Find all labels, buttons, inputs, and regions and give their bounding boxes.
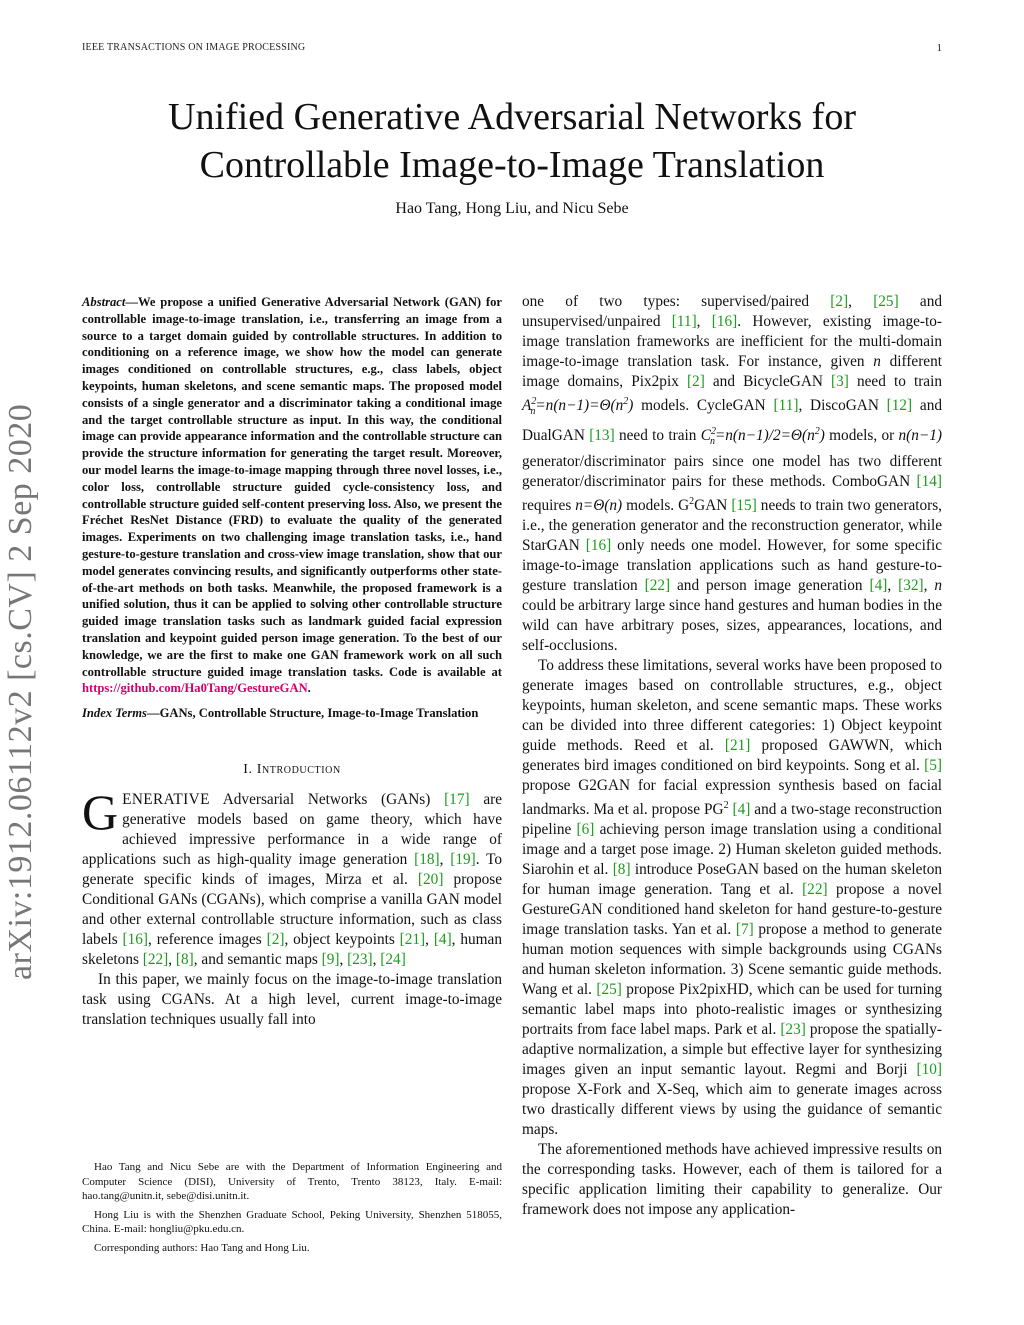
superscript: 2 bbox=[723, 800, 729, 812]
title-line-2: Controllable Image-to-Image Translation bbox=[199, 144, 825, 186]
math-var: n bbox=[873, 353, 881, 370]
right-paragraph-2 bbox=[522, 656, 942, 1140]
superscript: 2 bbox=[689, 496, 695, 508]
citation[interactable]: [4] bbox=[433, 930, 452, 948]
math-sup: 2 bbox=[814, 426, 820, 438]
text-seg: and a two-stage reconstruction pipeline bbox=[522, 801, 942, 839]
math-var: n(n−1) bbox=[898, 427, 942, 445]
math-sup: 2 bbox=[623, 396, 629, 407]
section-number: I. bbox=[243, 761, 253, 777]
citation[interactable]: [5] bbox=[924, 757, 942, 775]
text-seg: , bbox=[848, 293, 874, 310]
right-paragraph-3: The aforementioned methods have achieved impressive results on the corresponding tasks. However, each of them is tailored for a specific application limiting their capability to generalize. Our framework does not impose any application- bbox=[522, 1141, 942, 1219]
arxiv-stamp-text: arXiv:1912.06112v2 [cs.CV] 2 Sep 2020 bbox=[2, 403, 39, 980]
text-seg: , object keypoints bbox=[284, 930, 400, 948]
arxiv-stamp bbox=[2, 403, 39, 980]
math-sub: n bbox=[530, 406, 536, 418]
citation[interactable]: [22] bbox=[142, 950, 169, 968]
citation[interactable]: [4] bbox=[732, 801, 751, 819]
text-seg: different image domains, Pix2pix bbox=[522, 353, 942, 390]
text-seg: models. CycleGAN bbox=[633, 397, 774, 415]
text-seg: propose Conditional GANs (CGANs), which comprise a vanilla GAN model and other external controllable structure information, such as class labels bbox=[82, 870, 502, 948]
citation[interactable]: [2] bbox=[266, 930, 285, 948]
text-seg: propose a novel GestureGAN conditioned hand skeleton for hand gesture-to-gesture image translation tasks. Yan et al. bbox=[522, 881, 943, 939]
text-seg: propose a method to generate human motion sequences with simple backgrounds using CGANs and human skeleton information. 3) Scene semantic guide methods. Wang et al. bbox=[522, 921, 942, 999]
math-var: ) bbox=[819, 427, 825, 445]
citation[interactable]: [16] bbox=[585, 537, 612, 555]
index-terms: Index Terms—GANs, Controllable Structure, Image-to-Image Translation bbox=[82, 706, 479, 721]
citation[interactable]: [7] bbox=[735, 921, 754, 939]
text-seg: , bbox=[372, 950, 381, 968]
text-seg: propose the spatially-adaptive normalization, a simple but effective layer for synthesizing images given an input semantic layout. Regmi and Borji bbox=[522, 1021, 943, 1079]
text-seg: , bbox=[923, 577, 935, 595]
abstract-label: Abstract bbox=[82, 295, 126, 309]
math-var: A bbox=[522, 397, 532, 415]
text-seg: , bbox=[887, 577, 899, 595]
text-seg: , DiscoGAN bbox=[798, 397, 887, 415]
text-seg: , bbox=[339, 950, 348, 968]
author-list: Hao Tang, Hong Liu, and Nicu Sebe bbox=[395, 200, 629, 217]
section-title: Introduction bbox=[256, 761, 341, 777]
text-seg: requires bbox=[522, 497, 576, 515]
intro-paragraph-2: In this paper, we mainly focus on the image-to-image translation task using CGANs. At a high level, current image-to-image translation techniques usually fall into bbox=[82, 970, 502, 1028]
text-seg: are generative models based on game theory, which have achieved impressive performance in a wide range of applications such as high-quality image generation bbox=[82, 790, 502, 868]
text-seg: need to train bbox=[614, 427, 701, 445]
text-seg: , bbox=[696, 313, 712, 330]
math-expression bbox=[700, 426, 825, 448]
citation[interactable]: [13] bbox=[589, 427, 615, 445]
title-line-1: Unified Generative Adversarial Networks for bbox=[168, 96, 856, 138]
math-var: C bbox=[700, 427, 711, 445]
text-seg: one of two types: supervised/paired bbox=[522, 293, 831, 310]
text-seg: and BicycleGAN bbox=[704, 373, 832, 390]
citation[interactable]: [23] bbox=[780, 1021, 806, 1039]
citation[interactable]: [14] bbox=[916, 473, 942, 491]
running-head: IEEE TRANSACTIONS ON IMAGE PROCESSING bbox=[82, 42, 306, 53]
abstract: Abstract—We propose a unified Generative Adversarial Network (GAN) for controllable image-to-image translation, i.e., transferring an image from a source to a target domain guided by controllable structures. In addition to conditioning on a reference image, we show how the model can generate images conditioned on controllable structures, e.g., class labels, object keypoints, human skeletons, and scene semantic maps. The proposed model consists of a single generator and a discriminator taking a conditional image and the target controllable structure as input. In this way, the conditional image can provide appearance information and the controllable structure can provide the structure information for generating the target result. Moreover, our model learns the image-to-image mapping through three novel losses, i.e., color loss, controllable structure guided cycle-consistency loss, and controllable structure guided self-content preserving loss. Also, we present the Fréchet ResNet Distance (FRD) to evaluate the quality of the generated images. Experiments on two challenging image translation tasks, i.e., hand gesture-to-gesture translation and cross-view image translation, show that our model generates convincing results, and significantly outperforms other state-of-the-art methods on both tasks. Meanwhile, the proposed framework is a unified solution, thus it can be applied to solving other controllable structure guided image translation tasks such as landmark guided facial expression translation and keypoint guided person image generation. To the best of our knowledge, we are the first to make one GAN framework work on all such controllable structure guided image translation tasks. Code is available at https://github.com/Ha0Tang/GestureGAN. bbox=[82, 295, 502, 696]
paper-title bbox=[60, 93, 964, 189]
text-seg: , human skeletons bbox=[82, 930, 502, 968]
math-var: =n(n−1)/2=Θ(n bbox=[714, 427, 815, 445]
citation[interactable]: [10] bbox=[916, 1061, 942, 1079]
text-seg: and DualGAN bbox=[522, 397, 942, 445]
math-var: ) bbox=[628, 397, 634, 415]
text-seg: Adversarial Networks (GANs) bbox=[209, 790, 445, 808]
text-seg: generator/discriminator pairs since one model has two different generator/discriminator pairs for these methods. ComboGAN bbox=[522, 453, 942, 491]
citation[interactable]: [12] bbox=[886, 397, 913, 415]
text-seg: . However, existing image-to-image translation frameworks are inefficient for the multi-domain image-to-image translation task. For instance, given bbox=[522, 313, 942, 370]
citation[interactable]: [16] bbox=[711, 313, 738, 330]
abstract-text: We propose a unified Generative Adversarial Network (GAN) for controllable image-to-image translation, i.e., transferring an image from a source to a target domain guided by controllable structures. In addition to conditioning on a reference image, we show how the model can generate images conditioned on controllable structures, e.g., class labels, object keypoints, human skeletons, and scene semantic maps. The proposed model consists of a single generator and a discriminator taking a conditional image and the target controllable structure as input. In this way, the conditional image can provide appearance information and the controllable structure can provide the structure information for generating the target result. Moreover, our model learns the image-to-image mapping through three novel losses, i.e., color loss, controllable structure guided cycle-consistency loss, and controllable structure guided self-content preserving loss. Also, we present the Fréchet ResNet Distance (FRD) to evaluate the quality of the generated images. Experiments on two challenging image translation tasks, i.e., hand gesture-to-gesture translation and cross-view image translation, show that our model generates convincing results, and significantly outperforms other state-of-the-art methods on both tasks. Meanwhile, the proposed framework is a unified solution, thus it can be applied to solving other controllable structure guided image translation tasks such as landmark guided facial expression translation and keypoint guided person image generation. To the best of our knowledge, we are the first to make one GAN framework work on all such controllable structure guided image translation tasks. Code is available at bbox=[82, 295, 502, 679]
citation[interactable]: [15] bbox=[731, 497, 757, 515]
citation[interactable]: [11] bbox=[671, 313, 697, 330]
citation[interactable]: [22] bbox=[644, 577, 671, 595]
citation[interactable]: [9] bbox=[321, 950, 340, 968]
text-seg: models. G bbox=[622, 497, 690, 515]
citation[interactable]: [8] bbox=[175, 950, 194, 968]
footnote-affiliation-1: Hao Tang and Nicu Sebe are with the Department of Information Engineering and Computer Science (DISI), University of Trento, Trento 38123, Italy. E-mail: hao.tang@unitn.it, sebe@disi.unitn.it. bbox=[82, 1161, 502, 1203]
text-seg: propose Pix2pixHD, which can be used for turning semantic label maps into photo-realistic images or synthesizing portraits from face label maps. Park et al. bbox=[522, 981, 942, 1039]
citation[interactable]: [22] bbox=[802, 881, 828, 899]
left-column bbox=[82, 294, 502, 1030]
text-seg: could be arbitrary large since hand gestures and human bodies in the wild can have arbitrary poses, sizes, appearances, locations, and self-occlusions. bbox=[522, 597, 942, 655]
citation[interactable]: [21] bbox=[724, 737, 751, 755]
text-seg: To address these limitations, several works have been proposed to generate images based on controllable structures, e.g., object keypoints, human skeleton, and scene semantic maps. These works can be divided into three different categories: 1) Object keypoint guide methods. Reed et al. bbox=[522, 657, 942, 755]
index-terms-label: Index Terms bbox=[82, 706, 147, 721]
citation[interactable]: [25] bbox=[596, 981, 622, 999]
text-seg: achieving person image translation using a conditional image and a target pose image. 2) Human skeleton guided methods. Siarohin et al. bbox=[522, 821, 942, 879]
text-seg: , bbox=[168, 950, 176, 968]
right-column bbox=[522, 292, 942, 1220]
citation[interactable]: [32] bbox=[898, 577, 924, 595]
citation[interactable]: [2] bbox=[686, 373, 705, 390]
text-seg: needs to train two generators, i.e., the generation generator and the reconstruction generator, while StarGAN bbox=[522, 497, 943, 555]
citation[interactable]: [24] bbox=[380, 950, 406, 968]
citation[interactable]: [23] bbox=[347, 950, 373, 968]
text-seg: propose G2GAN for facial expression synthesis based on facial landmarks. Ma et al. propose PG bbox=[522, 777, 942, 819]
footnotes bbox=[82, 1160, 502, 1260]
text-seg: . To generate specific kinds of images, Mirza et al. bbox=[82, 850, 502, 888]
citation[interactable]: [21] bbox=[399, 930, 426, 948]
index-terms-text: GANs, Controllable Structure, Image-to-Image Translation bbox=[159, 706, 479, 721]
citation[interactable]: [11] bbox=[773, 397, 799, 415]
math-var: =n(n−1)=Θ(n bbox=[535, 397, 624, 415]
math-var: n=Θ(n) bbox=[575, 497, 623, 515]
text-seg: , reference images bbox=[148, 930, 267, 948]
citation[interactable]: [8] bbox=[612, 861, 631, 879]
citation[interactable]: [4] bbox=[869, 577, 888, 595]
citation[interactable]: [6] bbox=[576, 821, 595, 839]
math-sub: n bbox=[709, 436, 715, 448]
citation[interactable]: [18] bbox=[414, 850, 440, 868]
citation[interactable]: [20] bbox=[417, 870, 444, 888]
text-seg: and unsupervised/unpaired bbox=[522, 293, 942, 330]
text-seg: need to train bbox=[848, 373, 942, 390]
math-sup: 2 bbox=[531, 396, 537, 407]
citation[interactable]: [25] bbox=[873, 293, 899, 310]
citation[interactable]: [17] bbox=[444, 790, 470, 808]
dropcap: G bbox=[82, 783, 119, 840]
math-sup: 2 bbox=[710, 426, 716, 438]
citation[interactable]: [19] bbox=[450, 850, 476, 868]
footnote-affiliation-2: Hong Liu is with the Shenzhen Graduate School, Peking University, Shenzhen 518055, China. E-mail: hongliu@pku.edu.cn. bbox=[82, 1208, 502, 1236]
text-seg: propose X-Fork and X-Seq, which aim to generate images across two drastically different views by using the guidance of semantic maps. bbox=[522, 1081, 942, 1139]
text-seg: , bbox=[439, 850, 451, 868]
math-var: n bbox=[934, 577, 942, 595]
text-seg: , and semantic maps bbox=[193, 950, 322, 968]
page-number: 1 bbox=[936, 42, 942, 54]
lead-caps: ENERATIVE bbox=[122, 790, 210, 808]
text-seg: introduce PoseGAN based on the human skeleton for human image generation. Tang et al. bbox=[522, 861, 943, 899]
citation[interactable]: [2] bbox=[830, 293, 849, 310]
text-seg: GAN bbox=[694, 497, 732, 515]
intro-paragraph-1 bbox=[82, 783, 502, 970]
code-link[interactable]: https://github.com/Ha0Tang/GestureGAN bbox=[82, 681, 308, 696]
text-seg: models, or bbox=[824, 427, 899, 445]
math-expression bbox=[522, 396, 634, 418]
abstract-end: . bbox=[307, 681, 311, 696]
citation[interactable]: [16] bbox=[122, 930, 149, 948]
text-seg: only needs one model. However, for some specific image-to-image translation applications such as hand gesture-to-gesture translation bbox=[522, 537, 942, 595]
footnote-corresponding: Corresponding authors: Hao Tang and Hong Liu. bbox=[94, 1241, 310, 1254]
text-seg: proposed GAWWN, which generates bird images conditioned on bird keypoints. Song et al. bbox=[522, 737, 942, 775]
text-seg: and person image generation bbox=[670, 577, 870, 595]
text-seg: , bbox=[425, 930, 434, 948]
citation[interactable]: [3] bbox=[831, 373, 849, 390]
section-heading bbox=[82, 762, 502, 778]
right-paragraph-1 bbox=[522, 292, 942, 656]
